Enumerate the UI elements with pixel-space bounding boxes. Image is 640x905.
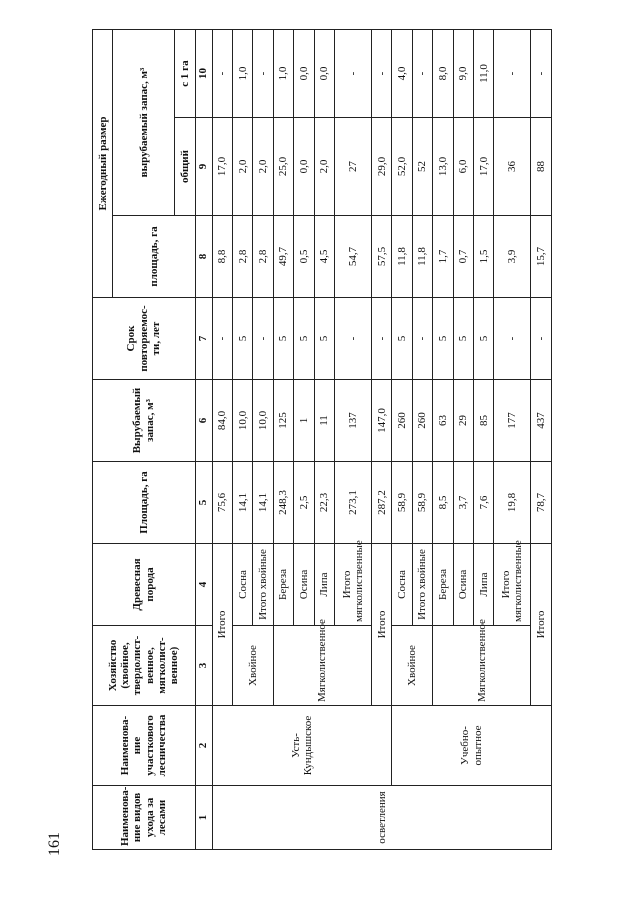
cell: - — [531, 30, 552, 118]
cell: 57,5 — [371, 216, 391, 298]
cell: - — [494, 30, 531, 118]
cell: - — [253, 30, 273, 118]
col-number: 2 — [195, 706, 212, 786]
cell: Итого мягколиственные — [335, 544, 372, 626]
cell: - — [335, 298, 372, 380]
cell: 3,9 — [494, 216, 531, 298]
cell: - — [335, 30, 372, 118]
cell: Сосна — [392, 544, 412, 626]
cell: Осина — [453, 544, 473, 626]
cell: 27 — [335, 118, 372, 216]
cell: 8,5 — [433, 462, 453, 544]
care-kind: осветления — [212, 786, 551, 850]
cell: 11,8 — [412, 216, 432, 298]
cell: Береза — [433, 544, 453, 626]
farm-hv: Хвойное — [232, 626, 273, 706]
cell: 17,0 — [212, 118, 232, 216]
logging-table — [92, 29, 552, 850]
cell: - — [371, 298, 391, 380]
farm-mg: Мягколиственное — [273, 626, 371, 706]
cell: 88 — [531, 118, 552, 216]
cell: Липа — [314, 544, 334, 626]
cell: 5 — [314, 298, 334, 380]
cell: 11,8 — [392, 216, 412, 298]
cell: 11 — [314, 380, 334, 462]
cell: 2,0 — [314, 118, 334, 216]
cell: Осина — [294, 544, 314, 626]
col-number: 7 — [195, 298, 212, 380]
header-c10: с 1 га — [175, 30, 195, 118]
cell: 49,7 — [273, 216, 293, 298]
cell: 14,1 — [232, 462, 252, 544]
cell: 58,9 — [392, 462, 412, 544]
cell: 7,6 — [474, 462, 494, 544]
page-number-text: 161 — [46, 832, 63, 856]
cell: 0,5 — [294, 216, 314, 298]
forestry-ucheb: Учебно-опытное — [392, 706, 552, 786]
cell: 248,3 — [273, 462, 293, 544]
cell: 5 — [453, 298, 473, 380]
cell: 0,0 — [314, 30, 334, 118]
cell: 13,0 — [433, 118, 453, 216]
cell: 14,1 — [253, 462, 273, 544]
cell: - — [212, 298, 232, 380]
cell: 1,0 — [232, 30, 252, 118]
header-c2: Наименова-ние участкового лесничества — [93, 706, 196, 786]
col-number: 4 — [195, 544, 212, 626]
total-label: Итого — [371, 544, 391, 706]
header-c7: Срок повторяемос-ти, лет — [93, 298, 196, 380]
table-row — [212, 30, 232, 850]
cell: Береза — [273, 544, 293, 626]
farm-hv: Хвойное — [392, 626, 433, 706]
cell: 25,0 — [273, 118, 293, 216]
cell: 19,8 — [494, 462, 531, 544]
cell: 137 — [335, 380, 372, 462]
cell: 287,2 — [371, 462, 391, 544]
cell: 0,0 — [294, 118, 314, 216]
cell: 29 — [453, 380, 473, 462]
header-c1: Наименова-ние видов ухода за лесами — [93, 786, 196, 850]
cell: - — [212, 30, 232, 118]
cell: 84,0 — [212, 380, 232, 462]
cell: 85 — [474, 380, 494, 462]
total-label: Итого — [212, 544, 232, 706]
cell: - — [412, 298, 432, 380]
cell: 147,0 — [371, 380, 391, 462]
cell: 1,5 — [474, 216, 494, 298]
cell: 52 — [412, 118, 432, 216]
cell: 1,7 — [433, 216, 453, 298]
cell: 273,1 — [335, 462, 372, 544]
cell: 8,8 — [212, 216, 232, 298]
rotated-page — [92, 30, 640, 850]
cell: 437 — [531, 380, 552, 462]
cell: - — [371, 30, 391, 118]
cell: 36 — [494, 118, 531, 216]
cell: - — [412, 30, 432, 118]
cell: 2,0 — [253, 118, 273, 216]
cell: 6,0 — [453, 118, 473, 216]
cell: 78,7 — [531, 462, 552, 544]
cell: 5 — [474, 298, 494, 380]
col-number: 6 — [195, 380, 212, 462]
cell: 22,3 — [314, 462, 334, 544]
header-c5: Площадь, га — [93, 462, 196, 544]
col-number: 10 — [195, 30, 212, 118]
cell: 177 — [494, 380, 531, 462]
cell: 125 — [273, 380, 293, 462]
cell: 15,7 — [531, 216, 552, 298]
cell: 0,7 — [453, 216, 473, 298]
cell: 2,5 — [294, 462, 314, 544]
cell: 1,0 — [273, 30, 293, 118]
header-c4: Древесная порода — [93, 544, 196, 626]
cell: - — [494, 298, 531, 380]
cell: 52,0 — [392, 118, 412, 216]
cell: 9,0 — [453, 30, 473, 118]
cell: 2,8 — [232, 216, 252, 298]
cell: 1 — [294, 380, 314, 462]
total-label: Итого — [531, 544, 552, 706]
cell: 54,7 — [335, 216, 372, 298]
cell: 260 — [412, 380, 432, 462]
cell: 5 — [433, 298, 453, 380]
cell: 63 — [433, 380, 453, 462]
header-group: Ежегодный размер — [93, 30, 113, 298]
page-number — [40, 825, 70, 865]
forestry-ust: Усть-Кундышское — [212, 706, 392, 786]
cell: 4,0 — [392, 30, 412, 118]
cell: 260 — [392, 380, 412, 462]
cell: 10,0 — [232, 380, 252, 462]
cell: 3,7 — [453, 462, 473, 544]
header-c9: общий — [175, 118, 195, 216]
col-number: 8 — [195, 216, 212, 298]
col-number: 1 — [195, 786, 212, 850]
cell: Итого мягколиственные — [494, 544, 531, 626]
header-c6: Вырубаемый запас, м³ — [93, 380, 196, 462]
table-row — [392, 30, 412, 850]
header-group2: вырубаемый запас, м³ — [113, 30, 175, 216]
cell: Итого хвойные — [412, 544, 432, 626]
cell: 8,0 — [433, 30, 453, 118]
cell: - — [253, 298, 273, 380]
cell: 11,0 — [474, 30, 494, 118]
cell: 29,0 — [371, 118, 391, 216]
cell: 2,0 — [232, 118, 252, 216]
header-c3: Хозяйство (хвойное, твердолист-венное, мягколист-венное) — [93, 626, 196, 706]
cell: 58,9 — [412, 462, 432, 544]
cell: 0,0 — [294, 30, 314, 118]
header-c8: площадь, га — [113, 216, 195, 298]
cell: 5 — [232, 298, 252, 380]
cell: 4,5 — [314, 216, 334, 298]
cell: 17,0 — [474, 118, 494, 216]
cell: Итого хвойные — [253, 544, 273, 626]
cell: Липа — [474, 544, 494, 626]
col-number: 9 — [195, 118, 212, 216]
col-number: 5 — [195, 462, 212, 544]
cell: 5 — [294, 298, 314, 380]
cell: 10,0 — [253, 380, 273, 462]
cell: 5 — [392, 298, 412, 380]
cell: - — [531, 298, 552, 380]
farm-mg: Мягколиственное — [433, 626, 531, 706]
cell: 75,6 — [212, 462, 232, 544]
cell: 5 — [273, 298, 293, 380]
col-number: 3 — [195, 626, 212, 706]
cell: Сосна — [232, 544, 252, 626]
cell: 2,8 — [253, 216, 273, 298]
